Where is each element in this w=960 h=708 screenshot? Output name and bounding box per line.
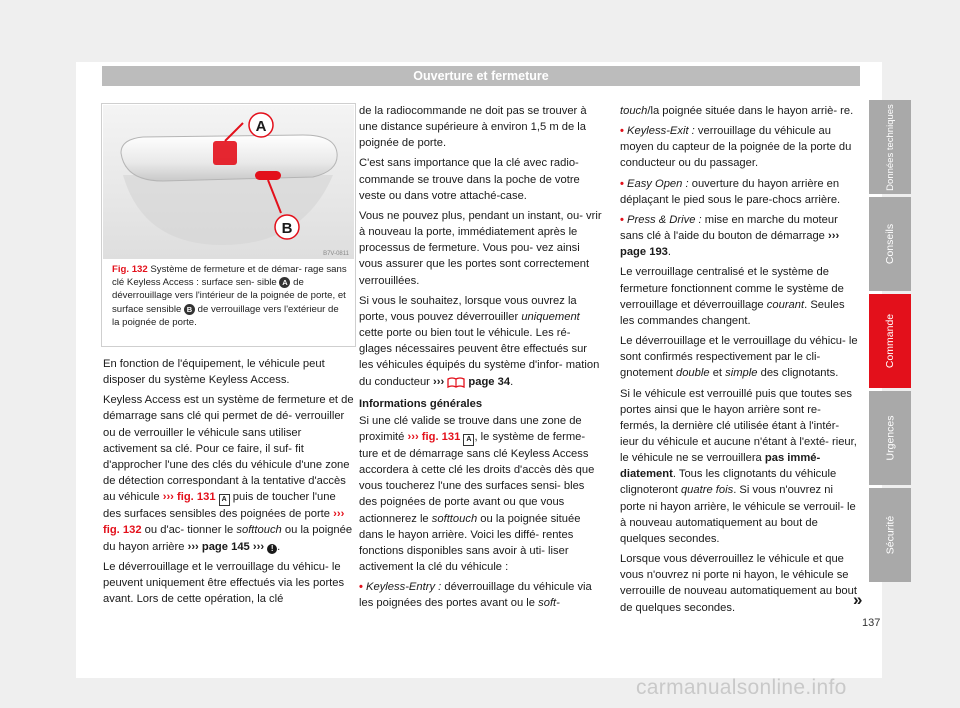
tab-securite[interactable]: Sécurité <box>869 488 911 582</box>
column-3 <box>620 103 863 620</box>
tab-urgences[interactable]: Urgences <box>869 391 911 485</box>
column-2 <box>359 103 602 616</box>
paragraph: touch/la poignée située dans le hayon arriè- re. <box>620 105 854 117</box>
bullet-icon: • <box>620 177 624 190</box>
callout-a-icon: A <box>219 494 230 506</box>
callout-a-icon: A <box>463 434 474 446</box>
column-1 <box>103 356 356 611</box>
continue-arrow-icon: » <box>853 590 863 609</box>
watermark: carmanualsonline.info <box>636 676 847 699</box>
link-page-193[interactable]: ››› page 193 <box>620 230 840 259</box>
manual-book-icon <box>447 376 465 388</box>
svg-text:A: A <box>255 118 267 135</box>
page-number: 137 <box>862 617 881 629</box>
figure-132 <box>101 103 356 347</box>
paragraph: Lorsque vous déverrouillez le véhicule et que vous n'ouvrez ni porte ni hayon, le véhicule se verrouille de nouveau automatiquement au bout de quelques secondes. <box>620 553 857 614</box>
paragraph: Si vous le souhaitez, lorsque vous ouvrez la porte, vous pouvez déverrouiller uniquement cette porte ou bien tout le véhicule. Les ré- glages nécessaires peuvent être effectués sur les véhicules équipés du système d'infor- mation du conducteur ››› page 34. <box>359 294 600 388</box>
list-item: • Keyless-Exit : verrouillage du véhicule au moyen du capteur de la poignée de la porte du conducteur ou du passager. <box>620 125 852 170</box>
tab-donnees-techniques[interactable]: Données techniques <box>869 100 911 194</box>
link-fig-131[interactable]: ››› fig. 131 <box>162 491 216 504</box>
callout-a-icon: A <box>279 277 290 288</box>
list-item: • Easy Open : ouverture du hayon arrière en déplaçant le pied sous le pare-chocs arrière. <box>620 177 841 206</box>
figure-caption: Fig. 132 Système de fermeture et de démar- rage sans clé Keyless Access : surface sen- sible A de déverrouillage vers l'intérieur de la poignée de porte, et surface sensible B de verrouillage vers l'extérieur de la poignée de porte. <box>112 264 347 328</box>
paragraph: Si une clé valide se trouve dans une zone de proximité ››› fig. 131 A , le système de ferme- ture et de démarrage sans clé Keyless Access accordera à cette clé les droits d'accès dès que vous toucherez l'une des surfaces sensi- bles des poignées de porte avant ou que vous actionnerez le softtouch ou la poignée située dans le hayon arrière. Voici les diffé- rentes fonctions disponibles sans avoir à uti- liser activement la clé du véhicule : <box>359 414 595 574</box>
link-fig-132[interactable]: ››› fig. 132 <box>103 508 345 537</box>
svg-text:B: B <box>281 220 293 237</box>
door-handle-illustration <box>103 105 354 259</box>
subheading: Informations générales <box>359 397 483 410</box>
svg-text:B7V-0811: B7V-0811 <box>323 251 349 257</box>
paragraph: C'est sans importance que la clé avec radio- commande se trouve dans la poche de votre veste ou dans votre attaché-case. <box>359 157 580 202</box>
list-item: • Press & Drive : mise en marche du moteur sans clé à l'aide du bouton de démarrage ››› page 193. <box>620 213 840 259</box>
bullet-icon: • <box>359 581 363 594</box>
tab-commande[interactable]: Commande <box>869 294 911 388</box>
paragraph: En fonction de l'équipement, le véhicule peut disposer du système Keyless Access. <box>103 358 325 387</box>
link-page-34[interactable]: page 34 <box>468 375 511 388</box>
tab-conseils[interactable]: Conseils <box>869 197 911 291</box>
paragraph: Si le véhicule est verrouillé puis que toutes ses portes ainsi que le hayon arrière sont re- fermés, la dernière clé utilisée étant à l'intér- ieur du véhicule et aucune n'étant à l'exté- rieur, le véhicule ne se verrouillera pas immé- diatement. Tous les clignotants du véhicule clignoteront quatre fois. Si vous n'ouvrez ni porte ni hayon arrière, le véhicule se verrouil- le à nouveau automatiquement au bout de quelques secondes. <box>620 387 857 545</box>
paragraph: Le déverrouillage et le verrouillage du véhicu- le peuvent uniquement être effectués via les portes avant. Lors de cette opération, la clé <box>103 560 345 606</box>
callout-b-icon: B <box>184 304 195 315</box>
list-item: • Keyless-Entry : déverrouillage du véhicule via les poignées des portes avant ou le soft- <box>359 581 592 610</box>
warning-icon: ! <box>267 544 277 554</box>
paragraph: Le verrouillage centralisé et le système de fermeture fonctionnent comme le système de verrouillage et déverrouillage courant. Seules les commandes changent. <box>620 266 845 327</box>
paragraph: Keyless Access est un système de fermeture et de démarrage sans clé qui permet de dé- verrouiller ou de verrouiller le véhicule sans utiliser activement sa clé. Pour ce faire, il suf- fit d'approcher l'une des clés du véhicule d'une zone de détection correspondant à la tentative d'accès au véhicule ››› fig. 131 A puis de toucher l'une des surfaces sensibles des poignées de porte ››› fig. 132 ou d'ac- tionner le softtouch ou la poignée du hayon arrière ››› page 145 ››› ! . <box>103 394 354 553</box>
section-header: Ouverture et fermeture <box>102 66 860 86</box>
paragraph: de la radiocommande ne doit pas se trouver à une distance supérieure à environ 1,5 m de la poignée de porte. <box>359 105 587 150</box>
bullet-icon: • <box>620 213 624 226</box>
paragraph: Vous ne pouvez plus, pendant un instant, ou- vrir à nouveau la porte, immédiatement après le processus de fermeture. Vous pou- vez ainsi vous assurer que les portes sont correctement verrouillées. <box>359 209 602 287</box>
paragraph: Le déverrouillage et le verrouillage du véhicu- le sont confirmés respectivement par le cli- gnotement double et simple des clignotants. <box>620 335 858 380</box>
bullet-icon: • <box>620 125 624 138</box>
link-fig-131[interactable]: ››› fig. 131 <box>407 430 461 443</box>
link-page-145[interactable]: ››› page 145 <box>187 540 250 553</box>
